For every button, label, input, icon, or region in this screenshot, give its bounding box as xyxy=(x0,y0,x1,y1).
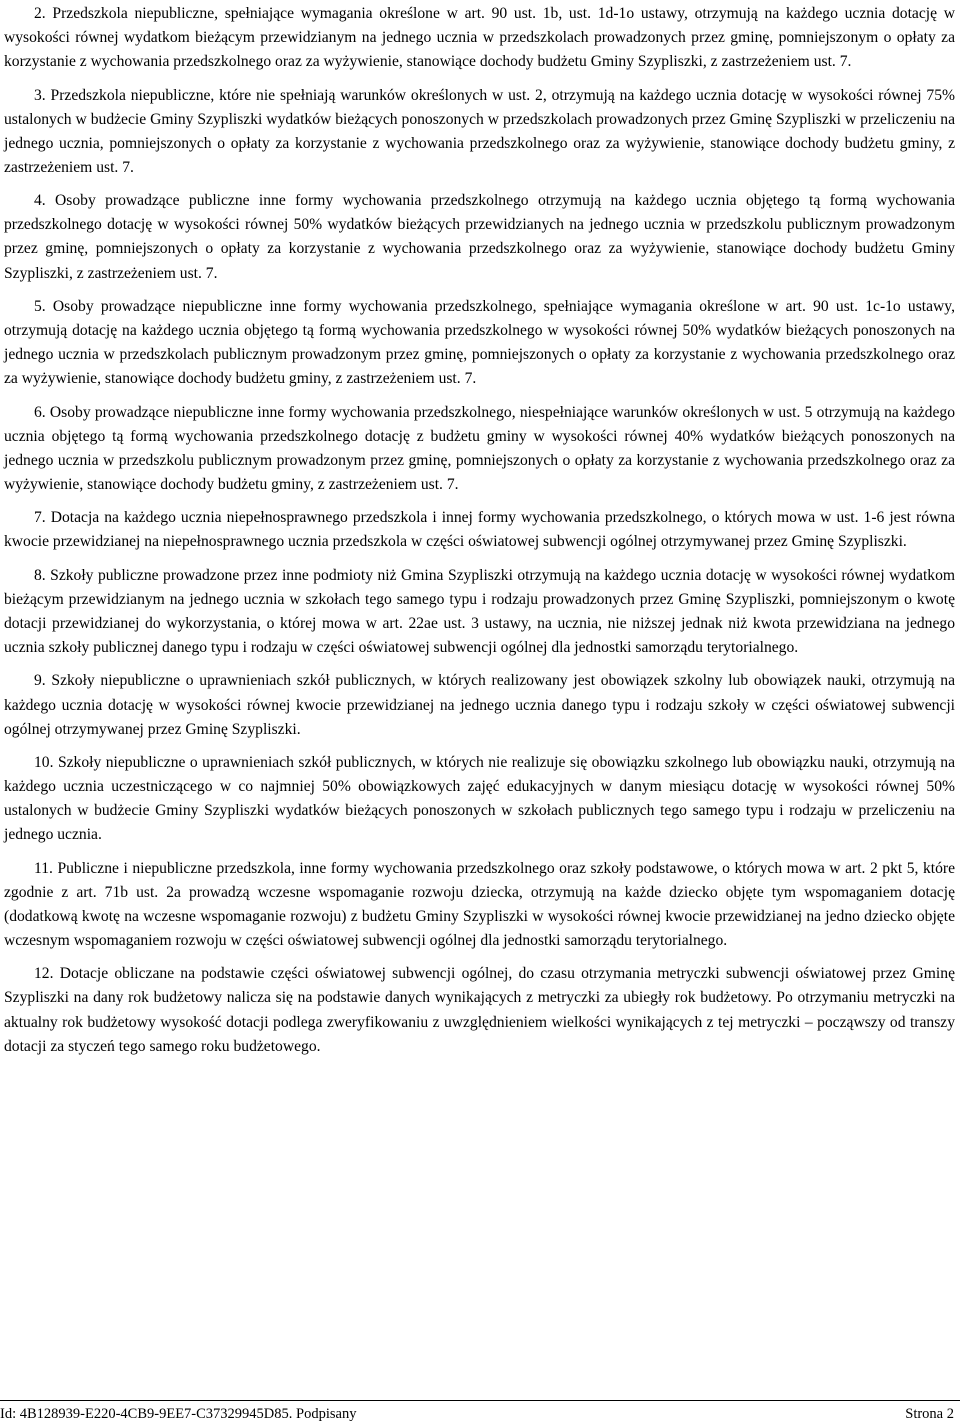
page-footer xyxy=(0,1405,954,1423)
document-body xyxy=(4,2,955,1059)
paragraph-3: 3. Przedszkola niepubliczne, które nie spełniają warunków określonych w ust. 2, otrzymują na każdego ucznia dotację w wysokości równej 75% ustalonych w budżecie Gminy Szypliszki wydatków bieżących ponoszonych w przedszkolach prowadzonych przez Gminę Szypliszki w przeliczeniu na jednego ucznia, pomniejszonych o opłaty za korzystanie z wychowania przedszkolnego oraz za wyżywienie, stanowiące dochody budżetu gminy, z zastrzeżeniem ust. 7. xyxy=(4,86,955,176)
paragraph-5: 5. Osoby prowadzące niepubliczne inne formy wychowania przedszkolnego, spełniające wymagania określone w art. 90 ust. 1c-1o ustawy, otrzymują dotację na każdego ucznia objętego tą formą wychowania przedszkolnego w wysokości równej 50% wydatków bieżących ponoszonych na jednego ucznia w przedszkolach publicznym prowadzonym przez gminę, pomniejszonych o opłaty za korzystanie z wychowania przedszkolnego oraz za wyżywienie, stanowiące dochody budżetu gminy, z zastrzeżeniem ust. 7. xyxy=(4,297,955,388)
paragraph-8: 8. Szkoły publiczne prowadzone przez inne podmioty niż Gmina Szypliszki otrzymują na każdego ucznia dotację w wysokości równej wydatkom bieżącym przewidzianym na jednego ucznia w szkołach tego samego typu i rodzaju prowadzonych przez Gminę Szypliszki, pomniejszonym o kwotę dotacji przewidzianej do wykorzystania, o której mowa w art. 22ae ust. 3 ustawy, na ucznia, nie niższej jednak niż kwota przewidziana na jednego ucznia szkoły publicznej danego typu i rodzaju w części oświatowej subwencji ogólnej dla jednostki samorządu terytorialnego. xyxy=(4,566,955,657)
page-number: Strona 2 xyxy=(905,1406,954,1422)
document-id: Id: 4B128939-E220-4CB9-9EE7-C37329945D85. Podpisany xyxy=(0,1406,357,1422)
paragraph-4: 4. Osoby prowadzące publiczne inne formy wychowania przedszkolnego otrzymują na każdego ucznia objętego tą formą wychowania przedszkolnego dotację w wysokości równej 50% wydatków bieżących przewidzianych na jednego ucznia w przedszkolu publicznym prowadzonym przez gminę, pomniejszonych o opłaty za korzystanie z wychowania przedszkolnego oraz za wyżywienie, stanowiące dochody budżetu Gminy Szypliszki, z zastrzeżeniem ust. 7. xyxy=(4,192,955,282)
paragraph-12: 12. Dotacje obliczane na podstawie części oświatowej subwencji ogólnej, do czasu otrzymania metryczki subwencji oświatowej przez Gminę Szypliszki na dany rok budżetowy nalicza się na podstawie danych wynikających z metryczki za ubiegły rok budżetowy. Po otrzymaniu metryczki na aktualny rok budżetowy wysokość dotacji podlega zweryfikowaniu z uwzględnieniem wielkości wynikających z tej metryczki – począwszy od transzy dotacji za styczeń tego samego roku budżetowego. xyxy=(4,965,955,1055)
paragraph-7: 7. Dotacja na każdego ucznia niepełnosprawnego przedszkola i innej formy wychowania przedszkolnego, o których mowa w ust. 1-6 jest równa kwocie przewidzianej na niepełnosprawnego ucznia przedszkola w części oświatowej subwencji ogólnej otrzymywanej przez Gminę Szypliszki. xyxy=(4,509,955,551)
paragraph-9: 9. Szkoły niepubliczne o uprawnieniach szkół publicznych, w których realizowany jest obowiązek szkolny lub obowiązek nauki, otrzymują na każdego ucznia dotację w wysokości równej kwocie przewidzianej na jednego ucznia danego typu i rodzaju szkoły w części oświatowej subwencji ogólnej otrzymywanej przez Gminę Szypliszki. xyxy=(4,672,955,738)
paragraph-10: 10. Szkoły niepubliczne o uprawnieniach szkół publicznych, w których nie realizuje się obowiązku szkolnego lub obowiązku nauki, otrzymują na każdego ucznia uczestniczącego w co najmniej 50% obowiązkowych zajęć edukacyjnych w danym miesiącu dotację w wysokości równej 50% ustalonych w budżecie Gminy Szypliszki wydatków bieżących ponoszonych w szkołach publicznych tego samego typu i rodzaju w przeliczeniu na jednego ucznia. xyxy=(4,754,955,844)
paragraph-2: 2. Przedszkola niepubliczne, spełniające wymagania określone w art. 90 ust. 1b, ust. 1d-1o ustawy, otrzymują na każdego ucznia dotację w wysokości równej wydatkom bieżącym przewidzianym na jednego ucznia w przedszkolach prowadzonych przez gminę, pomniejszonym o opłaty za korzystanie z wychowania przedszkolnego oraz za wyżywienie, stanowiące dochody budżetu Gminy Szypliszki, z zastrzeżeniem ust. 7. xyxy=(4,5,955,71)
paragraph-11: 11. Publiczne i niepubliczne przedszkola, inne formy wychowania przedszkolnego oraz szkoły podstawowe, o których mowa w art. 2 pkt 5, które zgodnie z art. 71b ust. 2a prowadzą wczesne wspomaganie rozwoju dziecka, otrzymują na każde dziecko objęte tym wspomaganiem dotację (dodatkową kwotę na wczesne wspomaganie rozwoju) z budżetu Gminy Szypliszki w wysokości równej kwocie przewidzianej na jedno dziecko objęte wczesnym wspomaganiem rozwoju w części oświatowej subwencji ogólnej dla jednostki samorządu terytorialnego. xyxy=(4,859,955,949)
paragraph-6: 6. Osoby prowadzące niepubliczne inne formy wychowania przedszkolnego, niespełniające warunków określonych w ust. 5 otrzymują na każdego ucznia objętego tą formą wychowania przedszkolnego dotację z budżetu gminy w wysokości równej 40% wydatków bieżących ponoszonych na jednego ucznia w przedszkolu publicznym prowadzonym przez gminę, pomniejszonych o opłaty za korzystanie z wychowania przedszkolnego oraz za wyżywienie, stanowiące dochody budżetu gminy, z zastrzeżeniem ust. 7. xyxy=(4,403,955,493)
footer-divider xyxy=(0,1400,960,1401)
